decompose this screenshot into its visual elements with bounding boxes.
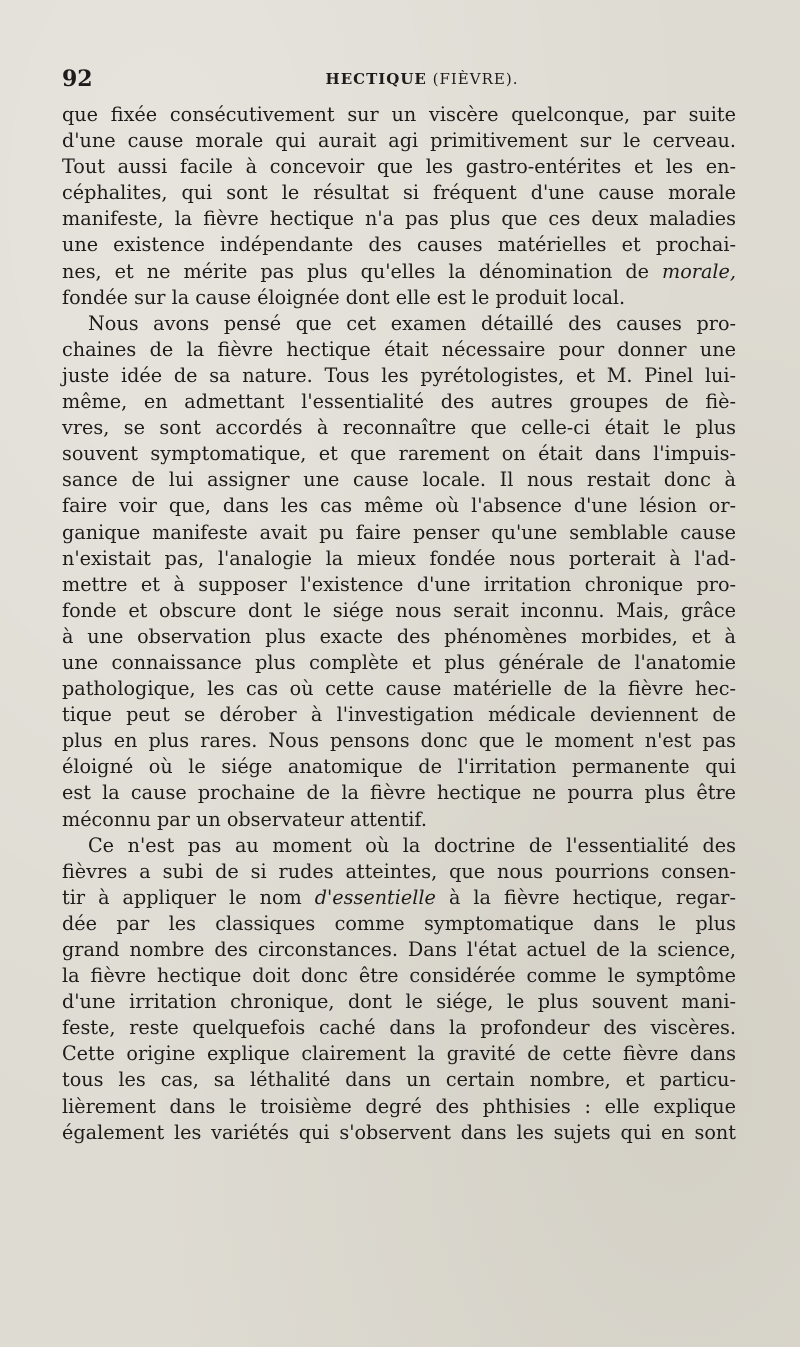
text-line: à une observation plus exacte des phénomènes morbides, et à	[62, 624, 736, 648]
text-line: même, en admettant l'essentialité des autres groupes de fiè-	[62, 390, 736, 414]
text-line: Cette origine explique clairement la gravité de cette fièvre dans	[62, 1042, 736, 1066]
text-line: n'existait pas, l'analogie la mieux fondée nous porterait à l'ad-	[62, 546, 736, 570]
text-line: ganique manifeste avait pu faire penser qu'une semblable cause	[62, 520, 736, 544]
text-line: souvent symptomatique, et que rarement on était dans l'impuis-	[62, 442, 736, 466]
text-segment: à la fièvre hectique, regar-	[448, 885, 736, 909]
text-line: chaines de la fièvre hectique était nécessaire pour donner une	[62, 337, 736, 361]
body-text	[62, 102, 736, 1146]
text-line: pathologique, les cas où cette cause matérielle de la fièvre hec-	[62, 677, 736, 701]
text-line: une connaissance plus complète et plus générale de l'anatomie	[62, 650, 736, 674]
text-line: fièvres a subi de si rudes atteintes, que nous pourrions consen-	[62, 859, 736, 883]
text-segment: nes, et ne mérite pas plus qu'elles la dénomination de	[62, 259, 650, 283]
text-line: méconnu par un observateur attentif.	[62, 807, 427, 831]
text-line: dée par les classiques comme symptomatique dans le plus	[62, 911, 736, 935]
text-line: également les variétés qui s'observent dans les sujets qui en sont	[62, 1120, 736, 1144]
paragraph-3	[62, 833, 736, 1146]
text-line: grand nombre des circonstances. Dans l'état actuel de la science,	[62, 938, 736, 961]
text-line: juste idée de sa nature. Tous les pyrétologistes, et M. Pinel lui-	[62, 363, 736, 387]
text-line: faire voir que, dans les cas même où l'absence d'une lésion or-	[62, 494, 736, 518]
text-line: fonde et obscure dont le siége nous serait inconnu. Mais, grâce	[62, 598, 736, 622]
text-line: d'une irritation chronique, dont le siége, le plus souvent mani-	[62, 990, 736, 1014]
text-line: manifeste, la fièvre hectique n'a pas plus que ces deux maladies	[62, 207, 736, 231]
text-line: céphalites, qui sont le résultat si fréquent d'une cause morale	[62, 181, 736, 205]
text-line: une existence indépendante des causes matérielles et prochai-	[62, 233, 736, 257]
text-line: plus en plus rares. Nous pensons donc que le moment n'est pas	[62, 729, 736, 753]
running-head-subtitle: (FIÈVRE).	[432, 70, 519, 88]
text-line: tique peut se dérober à l'investigation médicale deviennent de	[62, 703, 736, 727]
paragraph-1	[62, 102, 736, 311]
text-line-with-italic	[62, 259, 736, 285]
text-line: Ce n'est pas au moment où la doctrine de l'essentialité des	[88, 833, 736, 857]
text-line: éloigné où le siége anatomique de l'irritation permanente qui	[62, 755, 736, 779]
paragraph-2	[62, 311, 736, 833]
text-line: sance de lui assigner une cause locale. Il nous restait donc à	[62, 468, 736, 492]
page-number: 92	[62, 66, 93, 92]
text-line: Nous avons pensé que cet examen détaillé des causes pro-	[88, 311, 736, 335]
text-segment: tir à appliquer le nom	[62, 885, 302, 909]
text-line: d'une cause morale qui aurait agi primitivement sur le cerveau.	[62, 129, 736, 153]
text-line: vres, se sont accordés à reconnaître que celle-ci était le plus	[62, 416, 736, 440]
text-line: Tout aussi facile à concevoir que les gastro-entérites et les en-	[62, 155, 736, 179]
text-line: la fièvre hectique doit donc être considérée comme le symptôme	[62, 964, 736, 988]
running-head	[62, 70, 742, 88]
text-line: feste, reste quelquefois caché dans la profondeur des viscères.	[62, 1016, 736, 1040]
running-head-title: HECTIQUE	[325, 70, 427, 88]
text-line: tous les cas, sa léthalité dans un certain nombre, et particu-	[62, 1068, 736, 1092]
italic-word: morale,	[662, 259, 736, 283]
text-line: mettre et à supposer l'existence d'une irritation chronique pro-	[62, 572, 736, 596]
text-line-with-italic	[62, 885, 736, 911]
italic-word: d'essentielle	[314, 885, 436, 909]
text-line: lièrement dans le troisième degré des phthisies : elle explique	[62, 1094, 736, 1118]
text-line: que fixée consécutivement sur un viscère quelconque, par suite	[62, 103, 736, 126]
page-header	[62, 66, 742, 96]
text-line: est la cause prochaine de la fièvre hectique ne pourra plus être	[62, 781, 736, 805]
text-line: fondée sur la cause éloignée dont elle est le produit local.	[62, 285, 626, 309]
